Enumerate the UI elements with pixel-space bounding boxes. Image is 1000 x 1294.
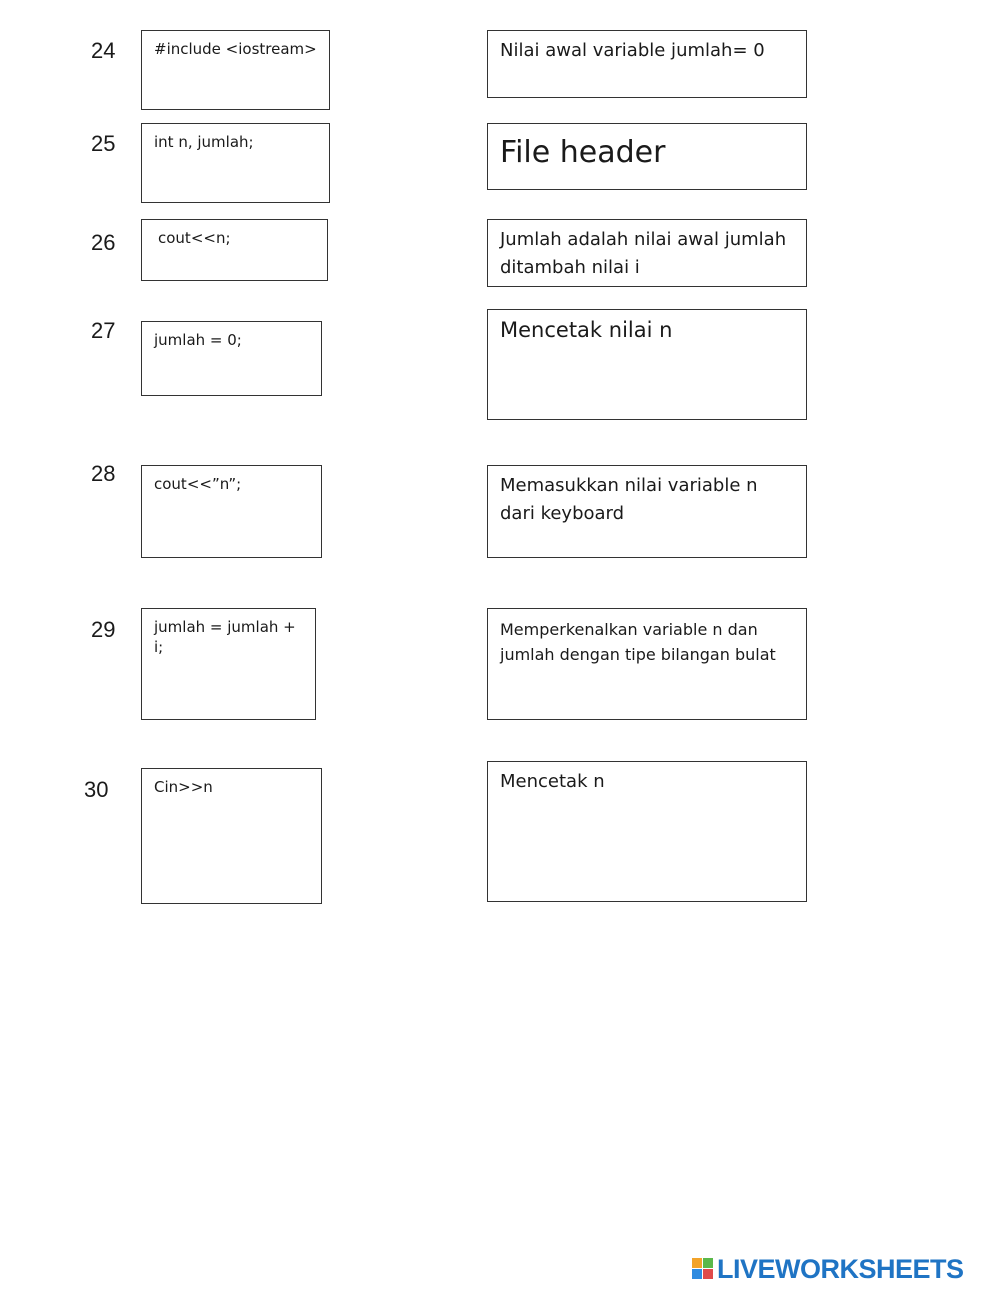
code-text: #include <iostream> bbox=[154, 40, 317, 58]
question-number-25: 25 bbox=[91, 131, 116, 156]
code-box-26[interactable] bbox=[141, 219, 328, 281]
code-box-27[interactable] bbox=[141, 321, 322, 396]
code-box-24[interactable] bbox=[141, 30, 330, 110]
answer-box-5[interactable] bbox=[487, 465, 807, 558]
answer-text: Mencetak nilai n bbox=[500, 318, 673, 342]
code-box-29[interactable] bbox=[141, 608, 316, 720]
answer-box-7[interactable] bbox=[487, 761, 807, 902]
answer-box-1[interactable] bbox=[487, 30, 807, 98]
answer-box-3[interactable] bbox=[487, 219, 807, 287]
liveworksheets-logo bbox=[692, 1254, 964, 1284]
question-number-26: 26 bbox=[91, 230, 116, 255]
question-number-29: 29 bbox=[91, 617, 116, 642]
answer-box-6[interactable] bbox=[487, 608, 807, 720]
question-number-28: 28 bbox=[91, 461, 116, 486]
question-number-30: 30 bbox=[84, 777, 109, 802]
logo-square-icon bbox=[692, 1269, 702, 1279]
logo-square-icon bbox=[692, 1258, 702, 1268]
code-text: cout<<n; bbox=[158, 229, 231, 247]
code-text: Cin>>n bbox=[154, 778, 213, 796]
code-text: jumlah = 0; bbox=[154, 331, 242, 349]
code-box-28[interactable] bbox=[141, 465, 322, 558]
logo-text: LIVEWORKSHEETS bbox=[717, 1253, 964, 1284]
answer-text: File header bbox=[500, 135, 666, 170]
question-number-27: 27 bbox=[91, 318, 116, 343]
logo-square-icon bbox=[703, 1269, 713, 1279]
answer-text: Mencetak n bbox=[500, 771, 605, 792]
answer-text: Memasukkan nilai variable n dari keyboard bbox=[500, 475, 758, 524]
code-text: cout<<”n”; bbox=[154, 475, 242, 493]
code-text: int n, jumlah; bbox=[154, 133, 254, 151]
code-text: jumlah = jumlah + i; bbox=[154, 618, 296, 656]
answer-box-4[interactable] bbox=[487, 309, 807, 420]
logo-square-icon bbox=[703, 1258, 713, 1268]
answer-text: Memperkenalkan variable n dan jumlah dengan tipe bilangan bulat bbox=[500, 620, 776, 664]
code-box-30[interactable] bbox=[141, 768, 322, 904]
answer-text: Nilai awal variable jumlah= 0 bbox=[500, 40, 765, 61]
logo-mark-icon bbox=[692, 1258, 714, 1280]
code-box-25[interactable] bbox=[141, 123, 330, 203]
answer-text: Jumlah adalah nilai awal jumlah ditambah nilai i bbox=[500, 229, 787, 278]
answer-box-2[interactable] bbox=[487, 123, 807, 190]
question-number-24: 24 bbox=[91, 38, 116, 63]
